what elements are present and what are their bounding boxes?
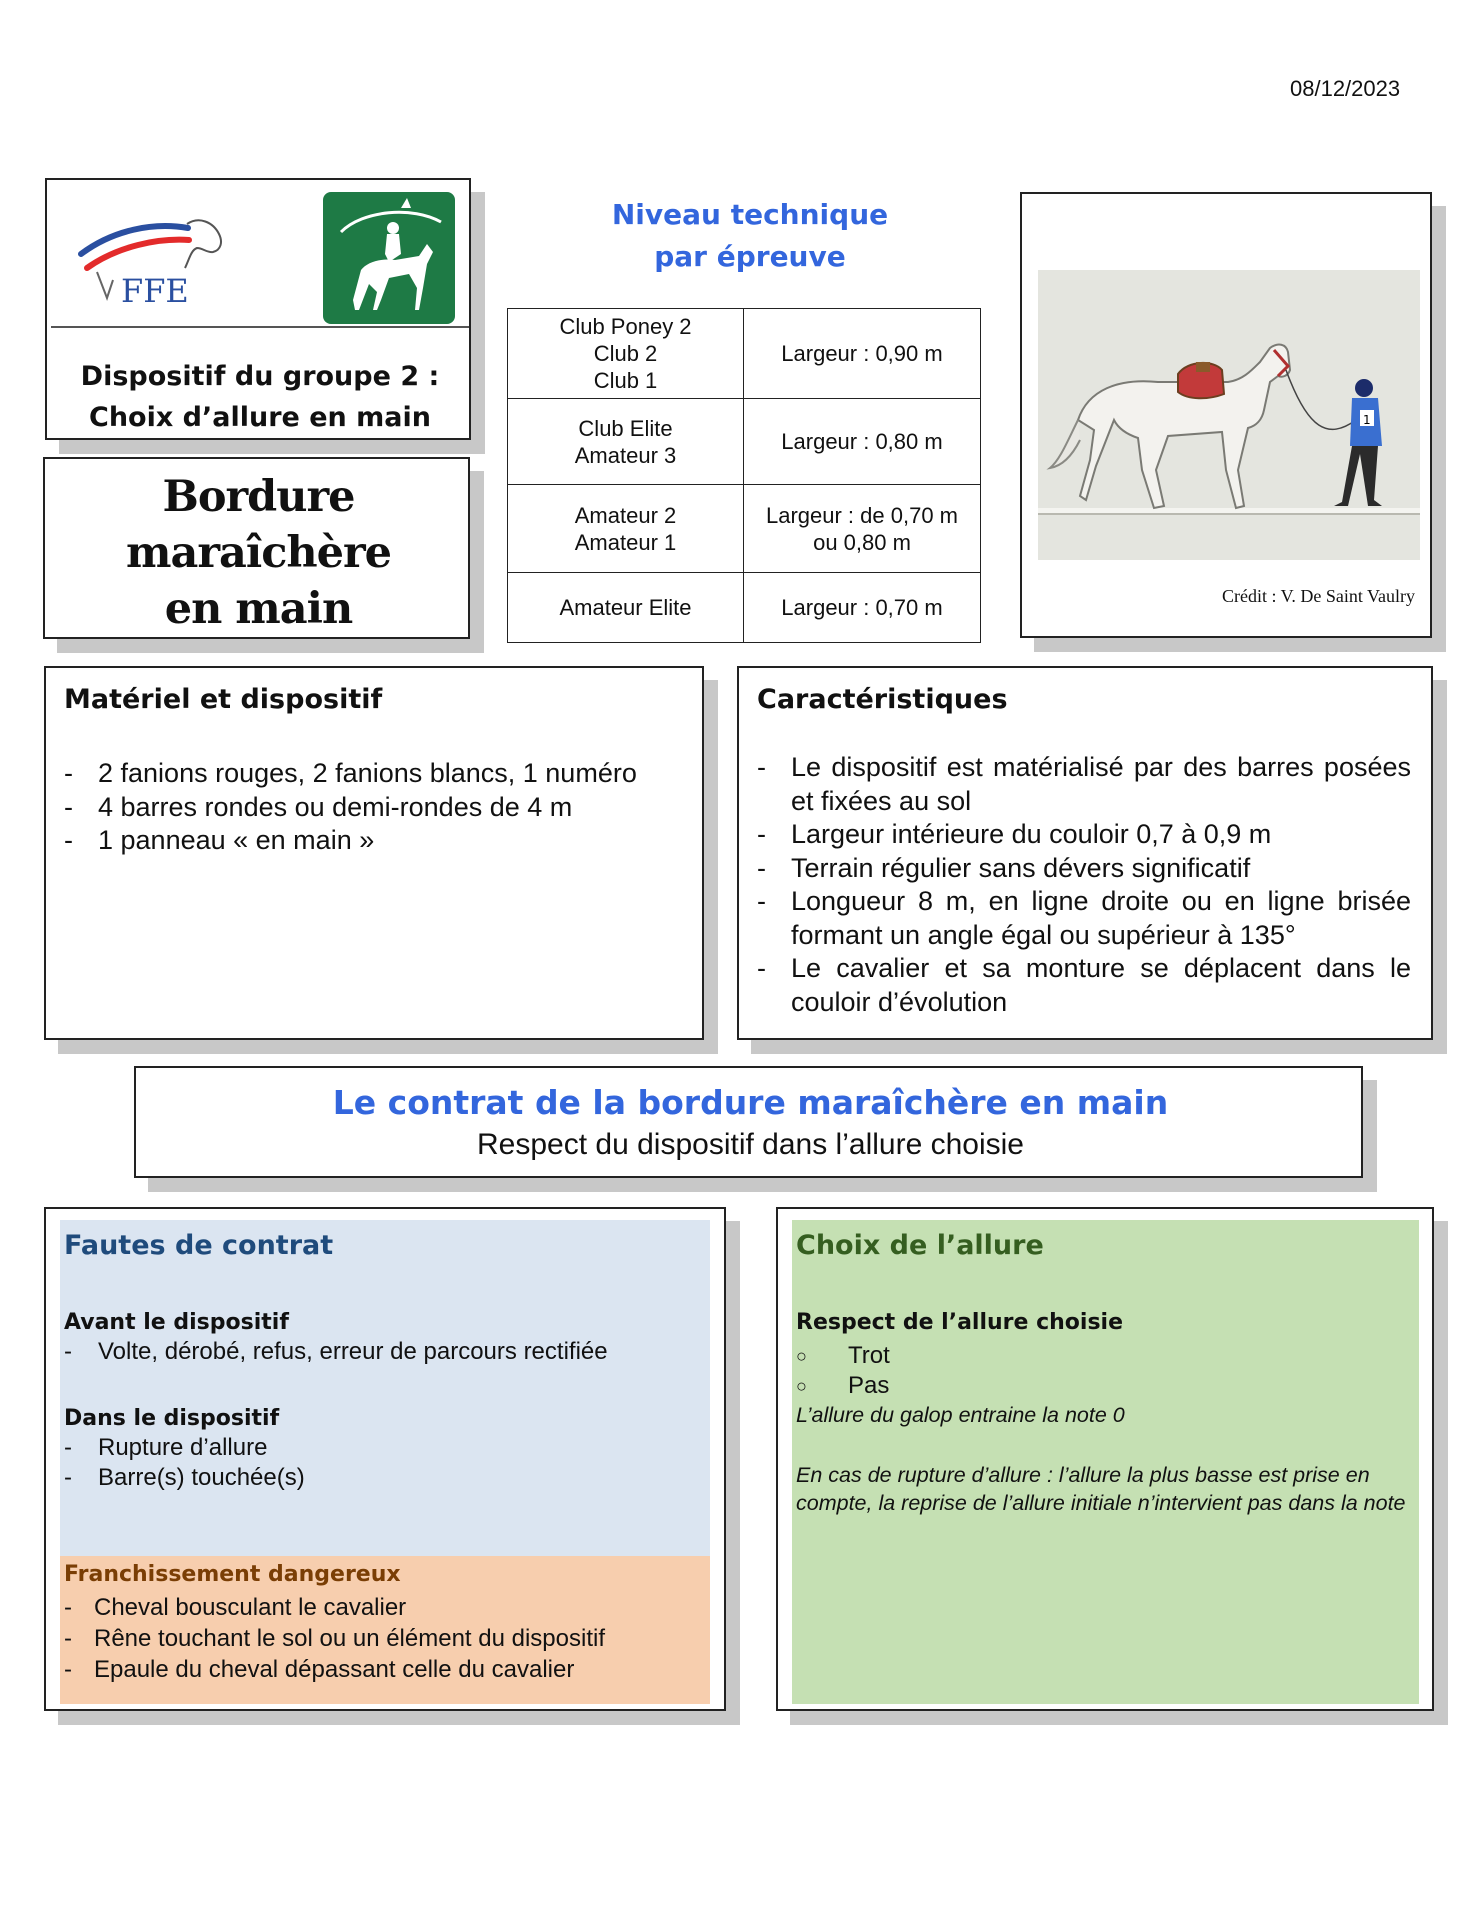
choix-section (776, 1207, 1434, 1711)
header-separator (51, 326, 469, 328)
list-item: - Barre(s) touchée(s) (64, 1463, 305, 1493)
niveau-heading: Niveau technique par épreuve (611, 198, 889, 273)
document-date: 08/12/2023 (1290, 76, 1401, 101)
materiel-section (44, 666, 704, 1040)
list-item: - Epaule du cheval dépassant celle du cavalier (64, 1654, 605, 1685)
niveau-table (507, 308, 981, 643)
list-item: - Longueur 8 m, en ligne droite ou en ligne brisée formant un angle égal ou supérieur à 135° (757, 885, 1411, 952)
materiel-list (64, 757, 684, 858)
fautes-panel (60, 1220, 710, 1556)
list-item: - 1 panneau « en main » (64, 824, 684, 858)
allure-options (796, 1341, 890, 1401)
horse-led-in-hand-illustration (1038, 270, 1420, 560)
note-galop: L’allure du galop entraine la note 0 (796, 1403, 1125, 1427)
photo-credit: Crédit : V. De Saint Vaulry (1222, 586, 1415, 606)
svg-text:FFE: FFE (121, 272, 189, 310)
contrat-subtitle: Respect du dispositif dans l’allure choisie (477, 1128, 1024, 1161)
page-title: Bordure maraîchère en main (125, 472, 392, 634)
dans-title: Dans le dispositif (64, 1406, 280, 1431)
table-cell-width: Largeur : de 0,70 m ou 0,80 m (744, 485, 981, 573)
respect-title: Respect de l’allure choisie (796, 1310, 1124, 1335)
dispositif-line-2: Choix d’allure en main (89, 402, 431, 433)
table-cell-levels: Club Elite Amateur 3 (508, 399, 744, 485)
list-item: - Terrain régulier sans dévers significatif (757, 852, 1411, 886)
table-cell-width: Largeur : 0,80 m (744, 399, 981, 485)
fautes-title: Fautes de contrat (64, 1230, 334, 1261)
caracteristiques-section (737, 666, 1433, 1040)
list-item: - 2 fanions rouges, 2 fanions blancs, 1 numéro (64, 757, 684, 791)
header-logo-box (45, 178, 471, 440)
title-box (43, 457, 470, 639)
fautes-section (44, 1207, 726, 1711)
avant-list (64, 1337, 608, 1367)
table-cell-width: Largeur : 0,70 m (744, 573, 981, 643)
list-item: - Largeur intérieure du couloir 0,7 à 0,9 m (757, 818, 1411, 852)
illustration-box (1020, 192, 1432, 638)
materiel-title: Matériel et dispositif (64, 684, 383, 715)
table-cell-levels: Amateur 2 Amateur 1 (508, 485, 744, 573)
table-row (508, 573, 981, 643)
list-item: - Cheval bousculant le cavalier (64, 1592, 605, 1623)
list-item: - Rupture d’allure (64, 1433, 305, 1463)
ffe-logo (73, 210, 233, 310)
table-cell-width: Largeur : 0,90 m (744, 309, 981, 399)
dispositif-line-1: Dispositif du groupe 2 : (80, 361, 440, 392)
caracteristiques-list (757, 751, 1411, 1019)
table-row (508, 399, 981, 485)
table-row (508, 485, 981, 573)
note-rupture: En cas de rupture d’allure : l’allure la plus basse est prise en compte, la reprise de l’allure initiale n’intervient pas dans la note (796, 1463, 1406, 1515)
list-item: ○ Pas (796, 1371, 890, 1401)
contrat-title: Le contrat de la bordure maraîchère en main (332, 1083, 1169, 1122)
list-item: ○ Trot (796, 1341, 890, 1371)
list-item: - Le cavalier et sa monture se déplacent dans le couloir d’évolution (757, 952, 1411, 1019)
table-row (508, 309, 981, 399)
list-item: - Le dispositif est matérialisé par des barres posées et fixées au sol (757, 751, 1411, 818)
caracteristiques-title: Caractéristiques (757, 684, 1008, 715)
contrat-box (134, 1066, 1363, 1178)
table-cell-levels: Amateur Elite (508, 573, 744, 643)
table-cell-levels: Club Poney 2 Club 2 Club 1 (508, 309, 744, 399)
svg-text:1: 1 (1363, 413, 1371, 427)
equitation-logo (323, 192, 455, 324)
avant-title: Avant le dispositif (64, 1310, 289, 1335)
list-item: - Volte, dérobé, refus, erreur de parcours rectifiée (64, 1337, 608, 1367)
danger-panel (60, 1556, 710, 1704)
danger-title: Franchissement dangereux (64, 1562, 401, 1587)
list-item: - 4 barres rondes ou demi-rondes de 4 m (64, 791, 684, 825)
dispositif-group-title (47, 356, 473, 438)
choix-panel (792, 1220, 1419, 1704)
danger-list (64, 1592, 605, 1685)
choix-title: Choix de l’allure (796, 1230, 1044, 1261)
list-item: - Rêne touchant le sol ou un élément du dispositif (64, 1623, 605, 1654)
dans-list (64, 1433, 305, 1493)
